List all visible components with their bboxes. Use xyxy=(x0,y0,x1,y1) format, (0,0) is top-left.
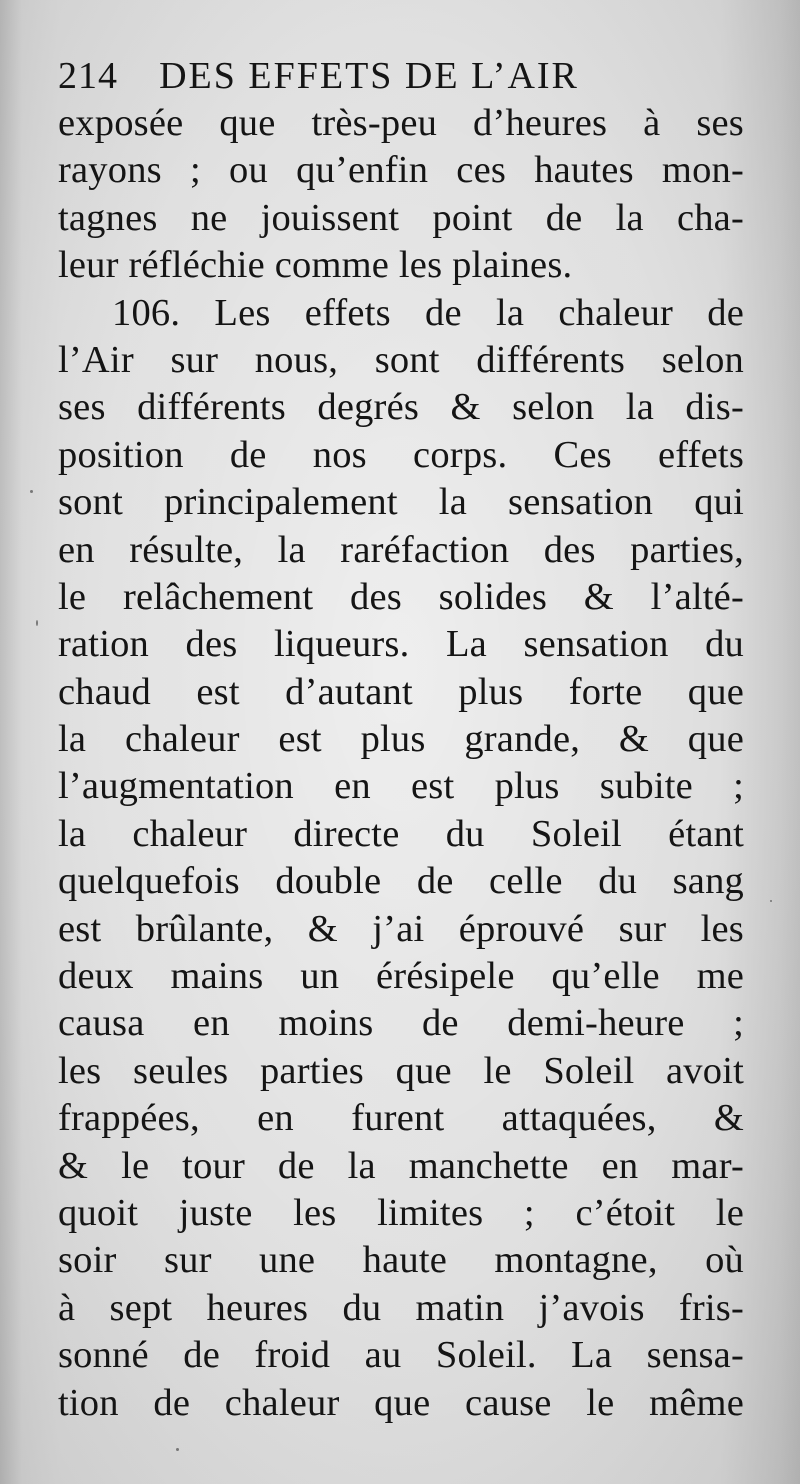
text-line: la chaleur directe du Soleil étant xyxy=(58,812,744,855)
text-line: en résulte, la raréfaction des parties, xyxy=(58,528,744,571)
text-line: le relâchement des solides & l’alté- xyxy=(58,575,744,618)
paragraph-start-line: 106. Les effets de la chaleur de xyxy=(112,291,744,334)
running-head xyxy=(58,50,758,102)
text-line: sont principalement la sensation qui xyxy=(58,481,744,524)
paper-speck xyxy=(176,1448,179,1451)
text-line: quelquefois double de celle du sang xyxy=(58,860,744,903)
text-line: position de nos corps. Ces effets xyxy=(58,433,744,476)
text-line: frappées, en furent attaquées, & xyxy=(58,1097,744,1140)
text-line: exposée que très-peu d’heures à ses xyxy=(58,102,744,144)
paper-speck xyxy=(36,620,38,626)
text-line: leur réfléchie comme les plaines. xyxy=(58,244,573,287)
text-line: ration des liqueurs. La sensation du xyxy=(58,623,744,666)
paper-speck xyxy=(770,900,772,902)
text-line: la chaleur est plus grande, & que xyxy=(58,718,744,761)
running-title: DES EFFETS DE L’AIR xyxy=(159,55,579,97)
text-line: sonné de froid au Soleil. La sensa- xyxy=(58,1334,744,1377)
text-line: & le tour de la manchette en mar- xyxy=(58,1144,744,1187)
text-line: causa en moins de demi-heure ; xyxy=(58,1002,744,1045)
text-line: chaud est d’autant plus forte que xyxy=(58,670,744,713)
text-line: l’Air sur nous, sont différents selon xyxy=(58,338,744,381)
text-line: soir sur une haute montagne, où xyxy=(58,1239,744,1282)
text-line: tion de chaleur que cause le même xyxy=(58,1381,744,1424)
text-line: deux mains un érésipele qu’elle me xyxy=(58,955,744,998)
text-line: quoit juste les limites ; c’étoit le xyxy=(58,1191,744,1234)
text-line: ses différents degrés & selon la dis- xyxy=(58,386,744,429)
text-line: l’augmentation en est plus subite ; xyxy=(58,765,744,808)
paper-speck xyxy=(30,490,33,493)
text-body xyxy=(58,100,744,1427)
text-line: les seules parties que le Soleil avoit xyxy=(58,1049,744,1092)
text-line: à sept heures du matin j’avois fris- xyxy=(58,1286,744,1329)
text-line: tagnes ne jouissent point de la cha- xyxy=(58,196,744,239)
text-line: rayons ; ou qu’enfin ces hautes mon- xyxy=(58,149,744,192)
page-number: 214 xyxy=(58,55,118,97)
text-line: est brûlante, & j’ai éprouvé sur les xyxy=(58,907,744,950)
